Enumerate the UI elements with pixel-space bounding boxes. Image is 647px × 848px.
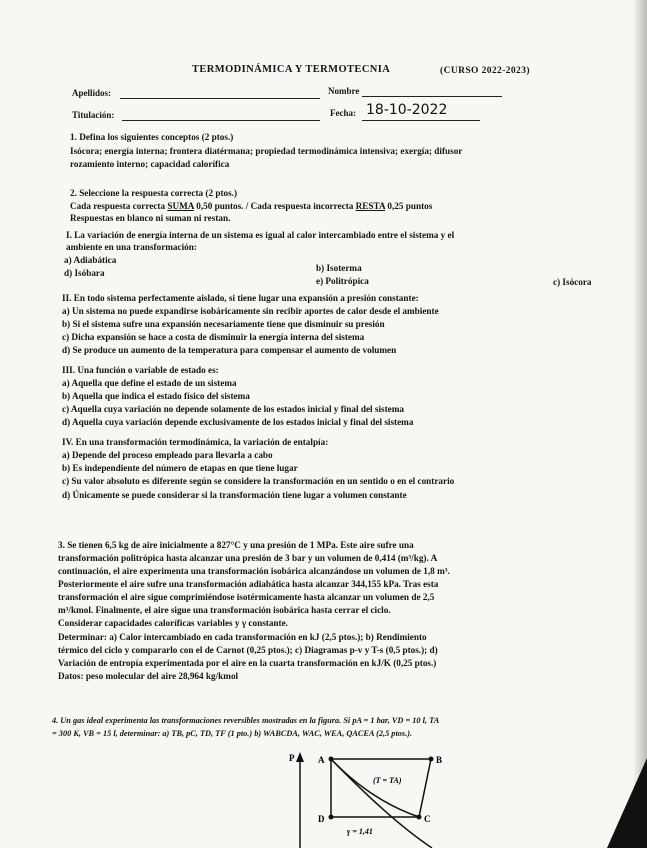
label-a: A xyxy=(318,755,325,765)
q2-i-option-e: e) Politrópica xyxy=(316,276,369,286)
nombre-label: Nombre xyxy=(328,86,360,96)
process-b-c xyxy=(419,759,431,817)
q1-heading: 1. Defina los siguientes conceptos (2 ptos.) xyxy=(70,132,234,142)
q2-iv-option-b: b) Es independiente del número de etapas en que tiene lugar xyxy=(62,463,298,473)
q2-ii-option-a: a) Un sistema no puede expandirse isobáricamente sin recibir aportes de calor desde el ambiente xyxy=(62,306,439,316)
q2-iv-stem: IV. En una transformación termodinámica, la variación de entalpía: xyxy=(62,437,329,447)
fecha-label: Fecha: xyxy=(330,108,356,118)
point-d xyxy=(329,815,334,820)
q3-line4: Posteriormente el aire sufre una transformación adiabática hasta alcanzar 344,155 kPa. Tras esta xyxy=(58,579,439,589)
apellidos-label: Apellidos: xyxy=(72,88,112,98)
q3-line1: 3. Se tienen 6,5 kg de aire inicialmente a 827°C y una presión de 1 MPa. Este aire sufre una xyxy=(58,540,414,550)
exam-title: TERMODINÁMICA Y TERMOTECNIA xyxy=(192,64,391,75)
q2-heading: 2. Seleccione la respuesta correcta (2 ptos.) xyxy=(70,188,238,198)
label-c: C xyxy=(424,814,431,824)
q3-line10: Variación de entropía experimentada por el aire en la cuarta transformación en kJ/K (0,25 ptos.) xyxy=(58,658,437,668)
q2-ii-stem: II. En todo sistema perfectamente aislado, si tiene lugar una expansión a presión constante: xyxy=(62,293,419,303)
q2-scoring-rule: Cada respuesta correcta SUMA 0,50 puntos. / Cada respuesta incorrecta RESTA 0,25 puntos xyxy=(70,201,433,211)
isotherm-a-c xyxy=(331,759,419,817)
q3-line3: continuación, el aire experimenta una transformación isobárica alcanzándose un volumen de 1,8 m³. xyxy=(58,566,450,576)
q4-line2: = 300 K, VB = 15 l, determinar: a) TB, pC, TD, TF (1 pto.) b) WABCDA, WAC, WEA, QACEA (2,5 ptos.). xyxy=(52,729,413,738)
q2-ii-option-c: c) Dicha expansión se hace a costa de disminuir la energía interna del sistema xyxy=(62,332,365,342)
q2-iii-option-b: b) Aquella que indica el estado físico del sistema xyxy=(62,391,250,401)
q2-iv-option-d: d) Únicamente se puede considerar si la transformación tiene lugar a volumen constante xyxy=(62,490,407,500)
q2-blank-rule: Respuestas en blanco ni suman ni restan. xyxy=(70,213,231,223)
q2-i-option-b: b) Isoterma xyxy=(316,263,362,273)
q3-line6: m³/kmol. Finalmente, el aire sigue una transformación isobárica hasta cerrar el ciclo. xyxy=(58,605,391,615)
q2-iii-option-c: c) Aquella cuya variación no depende solamente de los estados inicial y final del sistema xyxy=(62,404,404,414)
q2-i-stem-line2: ambiente en una transformación: xyxy=(66,242,197,252)
isotherm-label: (T = TA) xyxy=(373,776,402,785)
q2-iv-option-a: a) Depende del proceso empleado para llevarla a cabo xyxy=(62,450,273,460)
q3-line7: Considerar capacidades caloríficas variables y γ constante. xyxy=(58,618,288,628)
q2-iii-option-a: a) Aquella que define el estado de un sistema xyxy=(62,378,237,388)
q2-i-stem-line1: I. La variación de energía interna de un sistema es igual al calor intercambiado entre el sistema y el xyxy=(66,230,455,240)
point-a xyxy=(329,757,334,762)
q2-iii-stem: III. Una función o variable de estado es: xyxy=(62,365,219,375)
p-axis-arrow xyxy=(296,752,304,762)
scan-shadow-edge xyxy=(633,0,647,848)
q2-iv-option-c: c) Su valor absoluto es diferente según se considere la transformación en un sentido o en el contrario xyxy=(62,476,455,486)
label-d: D xyxy=(318,814,325,824)
q3-line9: térmico del ciclo y compararlo con el de Carnot (0,25 ptos.); c) Diagramas p-v y T-s (0,5 ptos.); d) xyxy=(58,645,438,655)
q3-line2: transformación politrópica hasta alcanzar una presión de 3 bar y un volumen de 0,414 (m³/kg). A xyxy=(58,553,438,563)
point-c xyxy=(417,815,422,820)
q2-ii-option-d: d) Se produce un aumento de la temperatura para compensar el aumento de volumen xyxy=(62,345,397,355)
q1-concepts-line2: rozamiento interno; capacidad calorífica xyxy=(70,159,230,169)
q3-line8: Determinar: a) Calor intercambiado en cada transformación en kJ (2,5 ptos.); b) Rendimiento xyxy=(58,632,427,642)
q2-i-option-d: d) Isóbara xyxy=(64,268,105,278)
q3-line11: Datos: peso molecular del aire 28,964 kg/kmol xyxy=(58,671,239,681)
label-b: B xyxy=(436,755,443,765)
q4-line1: 4. Un gas ideal experimenta las transformaciones reversibles mostradas en la figura. Si pA = 1 bar, VD = 10 l, TA xyxy=(52,716,440,725)
q1-concepts-line1: Isócora; energía interna; frontera diatérmana; propiedad termodinámica intensiva; exergía; difusor xyxy=(70,146,463,156)
gamma-label: γ = 1,41 xyxy=(347,827,373,836)
q2-i-option-c: c) Isócora xyxy=(553,277,592,287)
q2-iii-option-d: d) Aquella cuya variación depende exclusivamente de los estados inicial y final del sistema xyxy=(62,417,414,427)
q2-i-option-a: a) Adiabática xyxy=(64,255,117,265)
q3-line5: transformación el aire sigue comprimiéndose isotérmicamente hasta alcanzar un volumen de 2,5 xyxy=(58,592,435,602)
titulacion-label: Titulación: xyxy=(72,110,115,120)
fecha-value: 18-10-2022 xyxy=(366,102,448,118)
point-b xyxy=(429,757,434,762)
q2-ii-option-b: b) Si el sistema sufre una expansión necesariamente tiene que disminuir su presión xyxy=(62,319,385,329)
p-axis-label: P xyxy=(289,753,295,763)
course-year: (CURSO 2022-2023) xyxy=(440,66,530,76)
